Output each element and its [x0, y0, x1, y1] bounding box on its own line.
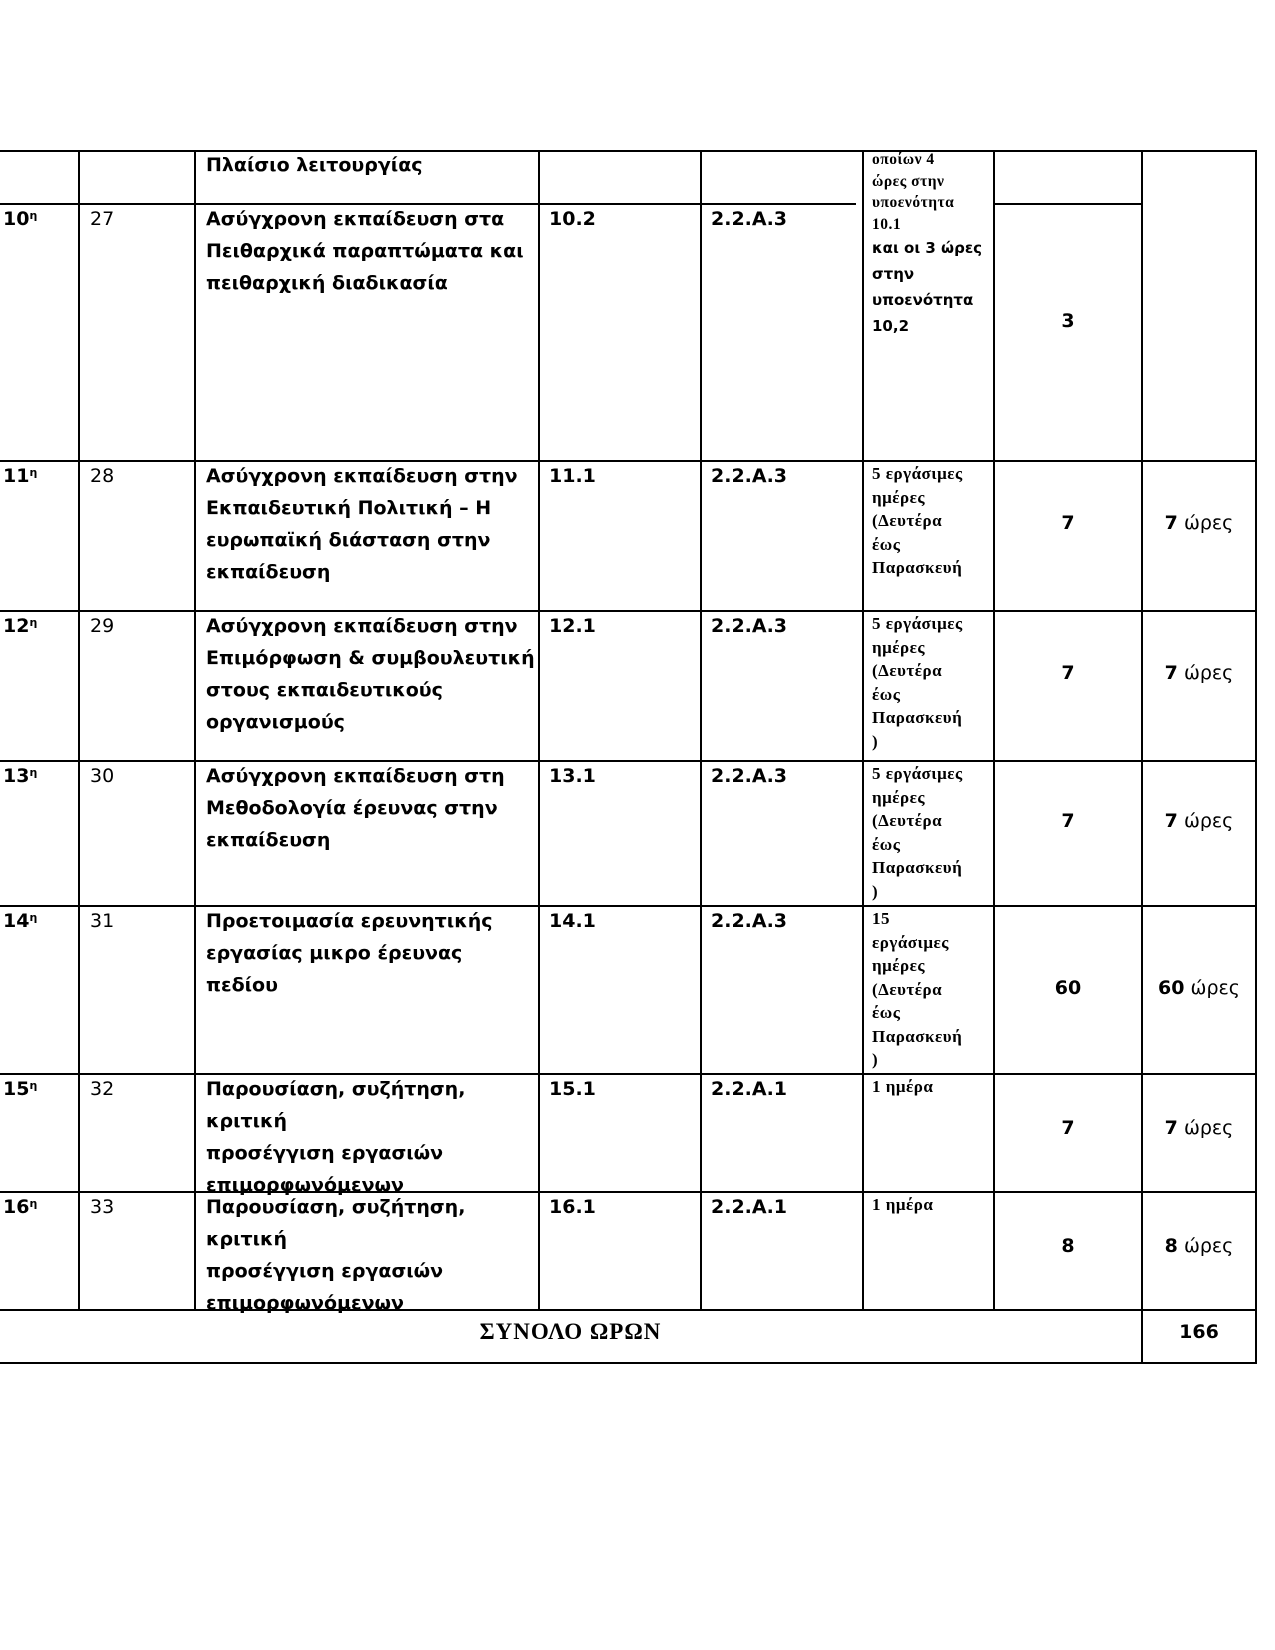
row-hours: 3 — [1061, 310, 1075, 332]
row-unit: 14.1 — [549, 910, 596, 932]
total-hours-label: ΣΥΝΟΛΟ ΩΡΩΝ — [479, 1319, 662, 1344]
row-duration: 5 εργάσιμες ημέρες (Δευτέρα έως Παρασκευή ) — [872, 614, 963, 751]
row-number: $13^\eta$ — [3, 765, 38, 787]
row-title: Πλαίσιο λειτουργίας — [206, 154, 423, 176]
table-column-divider — [194, 150, 196, 1310]
merged-duration-note: οποίων 4 ώρες στην υποενότητα 10.1 — [872, 151, 955, 233]
row-action: 2.2.Α.3 — [711, 910, 788, 932]
row-action: 2.2.Α.3 — [711, 208, 788, 230]
total-hours-value: 166 — [1179, 1321, 1219, 1343]
row-number: $15^\eta$ — [3, 1078, 38, 1100]
row-total: 7 ώρες — [1164, 662, 1234, 684]
row-duration: 15 εργάσιμες ημέρες (Δευτέρα έως Παρασκευή ) — [872, 909, 963, 1069]
row-number: $12^\eta$ — [3, 615, 38, 637]
table-row-divider — [0, 610, 1257, 612]
row-title: Ασύγχρονη εκπαίδευση στη Μεθοδολογία έρευνας στην εκπαίδευση — [206, 765, 505, 851]
row-duration: 5 εργάσιμες ημέρες (Δευτέρα έως Παρασκευή ) — [872, 764, 963, 901]
row-hours: 8 — [1061, 1235, 1075, 1257]
row-total: 7 ώρες — [1164, 810, 1234, 832]
row-title: Παρουσίαση, συζήτηση, κριτική προσέγγιση εργασιών επιμορφωνόμενων — [206, 1196, 466, 1314]
row-title: Ασύγχρονη εκπαίδευση στην Εκπαιδευτική Πολιτική – Η ευρωπαϊκή διάσταση στην εκπαίδευση — [206, 465, 518, 583]
row-duration: 1 ημέρα — [872, 1077, 934, 1096]
table-column-divider — [538, 150, 540, 1310]
row-duration: 5 εργάσιμες ημέρες (Δευτέρα έως Παρασκευή — [872, 464, 963, 577]
table-row-divider — [0, 760, 1257, 762]
row-title: Ασύγχρονη εκπαίδευση στην Επιμόρφωση & συμβουλευτική στους εκπαιδευτικούς οργανισμούς — [206, 615, 535, 733]
row-total: 60 ώρες — [1158, 977, 1240, 999]
row-title: Παρουσίαση, συζήτηση, κριτική προσέγγιση εργασιών επιμορφωνόμενων — [206, 1078, 466, 1196]
row-hours: 7 — [1061, 662, 1075, 684]
row-action: 2.2.Α.3 — [711, 615, 788, 637]
table-border — [1255, 150, 1257, 1363]
row-hours: 7 — [1061, 810, 1075, 832]
row-action: 2.2.Α.1 — [711, 1078, 788, 1100]
row-hours: 7 — [1061, 512, 1075, 534]
row-action: 2.2.Α.3 — [711, 765, 788, 787]
row-unit: 16.1 — [549, 1196, 596, 1218]
row-hours: 7 — [1061, 1117, 1075, 1139]
table-row-divider — [0, 905, 1257, 907]
row-code: 32 — [90, 1078, 115, 1100]
row-code: 33 — [90, 1196, 115, 1218]
table-border — [0, 1362, 1257, 1364]
table-row-divider — [993, 203, 1141, 205]
row-number: $11^\eta$ — [3, 465, 38, 487]
row-action: 2.2.Α.1 — [711, 1196, 788, 1218]
table-row-divider — [0, 1073, 1257, 1075]
row-number: $10^\eta$ — [3, 208, 38, 230]
row-code: 30 — [90, 765, 115, 787]
row-total: 7 ώρες — [1164, 512, 1234, 534]
table-column-divider — [862, 150, 864, 1310]
row-total: 7 ώρες — [1164, 1117, 1234, 1139]
row-number: $16^\eta$ — [3, 1196, 38, 1218]
row-unit: 12.1 — [549, 615, 596, 637]
row-title: Προετοιμασία ερευνητικής εργασίας μικρο έρευνας πεδίου — [206, 910, 493, 996]
row-code: 31 — [90, 910, 115, 932]
table-column-divider — [78, 150, 80, 1310]
row-number: $14^\eta$ — [3, 910, 38, 932]
row-hours: 60 — [1054, 977, 1082, 999]
row-unit: 15.1 — [549, 1078, 596, 1100]
row-unit: 13.1 — [549, 765, 596, 787]
row-duration: 1 ημέρα — [872, 1195, 934, 1214]
row-code: 28 — [90, 465, 115, 487]
row-total: 8 ώρες — [1164, 1235, 1234, 1257]
row-title: Ασύγχρονη εκπαίδευση στα Πειθαρχικά παραπτώματα και πειθαρχική διαδικασία — [206, 208, 524, 294]
table-row-divider — [0, 1309, 1257, 1311]
table-column-divider — [1141, 150, 1143, 1363]
table-border — [0, 150, 1257, 152]
table-row-divider — [0, 460, 1257, 462]
row-code: 29 — [90, 615, 115, 637]
row-code: 27 — [90, 208, 115, 230]
row-action: 2.2.Α.3 — [711, 465, 788, 487]
row-unit: 10.2 — [549, 208, 596, 230]
table-column-divider — [700, 150, 702, 1310]
row-unit: 11.1 — [549, 465, 596, 487]
merged-duration-note-continued: και οι 3 ώρες στην υποενότητα 10,2 — [872, 239, 983, 335]
table-row-divider — [0, 1191, 1257, 1193]
